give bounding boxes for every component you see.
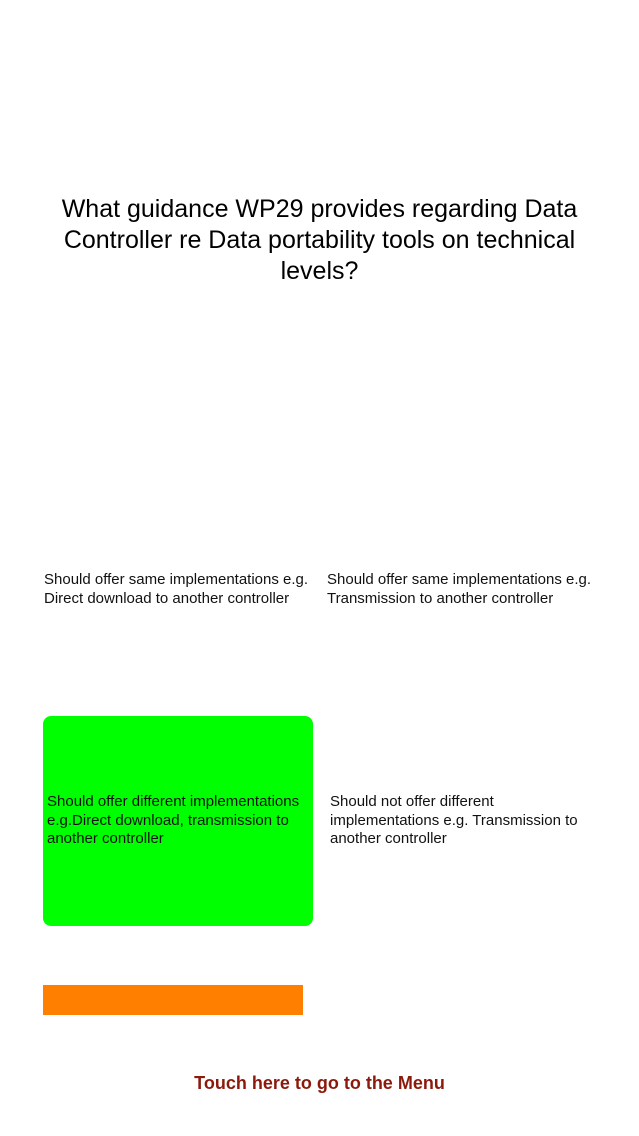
answer-option-2-label: Should offer same implementations e.g. Transmission to another controller (327, 571, 592, 607)
answer-option-1-label: Should offer same implementations e.g. Direct download to another controller (44, 571, 309, 607)
answer-option-1[interactable] (44, 571, 316, 608)
timer-progress-bar (43, 985, 303, 1015)
go-to-menu-link[interactable]: Touch here to go to the Menu (194, 1073, 445, 1093)
answer-option-4-label: Should not offer different implementations e.g. Transmission to another controller (330, 793, 578, 848)
answer-option-2[interactable] (327, 571, 599, 608)
question-text: What guidance WP29 provides regarding Data Controller re Data portability tools on technical levels? (61, 195, 578, 285)
timer-progress-fill (43, 985, 303, 1015)
answer-option-4[interactable] (330, 716, 600, 926)
answer-option-3-label: Should offer different implementations e.g.Direct download, transmission to another controller (47, 793, 300, 848)
answer-option-3-selected[interactable] (43, 716, 313, 926)
